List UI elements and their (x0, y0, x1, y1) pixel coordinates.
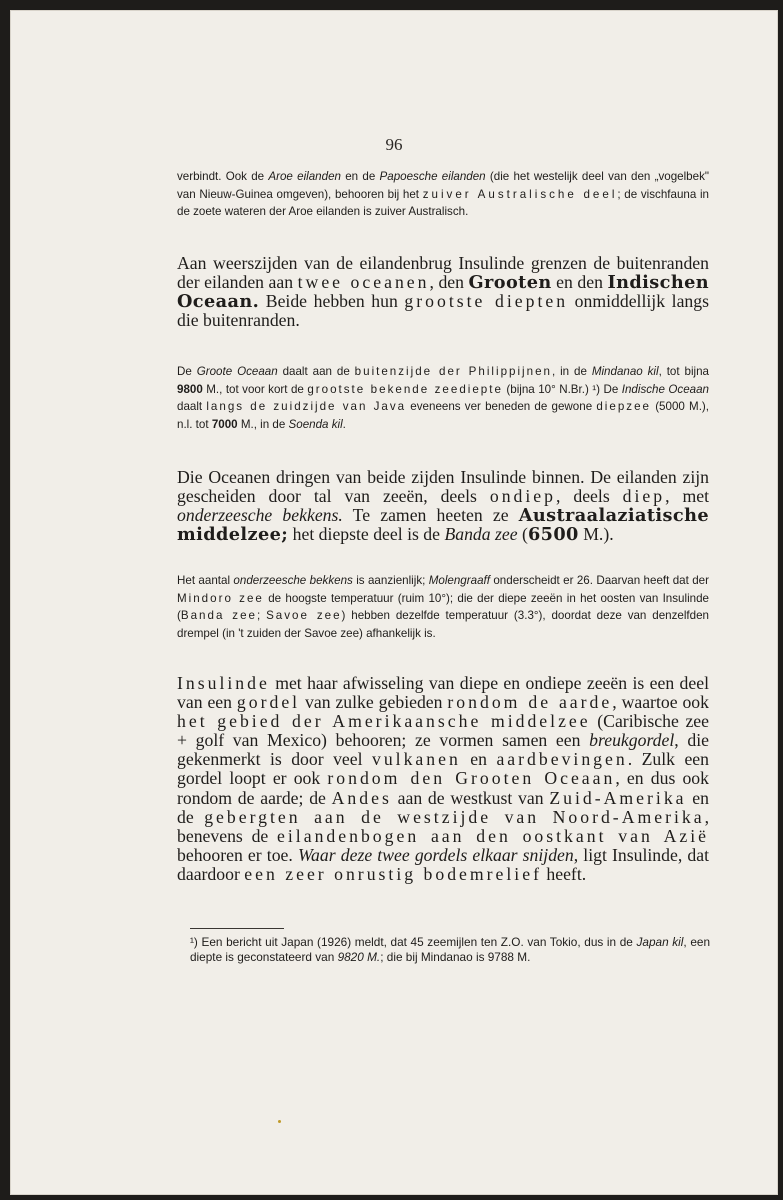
text-run: M., tot voor kort de (202, 382, 308, 396)
text-run: , den (429, 272, 469, 293)
text-run: Indische Oceaan (621, 382, 709, 396)
text-run: 6500 (527, 524, 579, 546)
text-run: M., in de (237, 418, 289, 432)
text-run: eveneens ver beneden de gewone (406, 400, 597, 414)
text-run: het gebied der Amerikaansche middelzee (177, 711, 591, 732)
text-run: aardbevingen (496, 749, 628, 770)
text-run: Andes (331, 787, 392, 808)
text-run: Banda zee (444, 524, 518, 545)
text-run: rondom den Grooten Oceaan (327, 768, 616, 789)
text-run: grootste bekende zeediepte (307, 382, 503, 396)
text-run: onderzeesche bekkens (233, 574, 353, 587)
text-run: Soenda kil (288, 418, 343, 432)
text-run: Die Oceanen dringen van beide zijden Insulinde binnen. De eilanden zijn gescheiden door tal van zeeën, deels (177, 467, 709, 507)
text-run: Mindanao kil (591, 365, 659, 378)
text-run: en (460, 749, 497, 770)
text-run: Mindoro zee (177, 591, 264, 605)
text-run: Molengraaff (428, 574, 490, 587)
text-run: Papoesche eilanden (379, 170, 486, 183)
paragraph-fracture-belt (177, 674, 709, 884)
text-run: gebergten aan de westzijde van Noord-Amerika (204, 806, 705, 827)
text-run: , een diepte is geconstateerd van (190, 935, 710, 964)
text-run: is aanzienlijk; (352, 574, 429, 587)
text-run: Te zamen heeten ze (342, 505, 519, 526)
paper-speck (278, 1120, 281, 1123)
text-run: Austraalaziatische middelzee; (177, 505, 709, 546)
text-run: Aan weerszijden van de eilandenbrug Insulinde grenzen de buitenranden der eilanden aan (177, 253, 709, 293)
text-run: (bijna 10° N.Br.) ¹) De (502, 382, 622, 396)
text-run: Japan kil (636, 935, 684, 949)
text-run: langs de zuidzijde van Java (206, 400, 407, 414)
text-run: Banda zee (180, 609, 257, 623)
text-run: het diepste deel is de (288, 524, 445, 545)
text-run: Savoe zee (266, 609, 342, 623)
text-run: onderzeesche bekkens. (177, 505, 343, 526)
text-run: behooren er toe. (177, 844, 298, 865)
text-run: eilandenbogen aan den oostkant van Azië (277, 825, 709, 846)
text-run: rondom de aarde (447, 692, 613, 713)
paragraph-basins (177, 572, 709, 643)
text-run: heeft. (541, 863, 587, 884)
text-run: . Zulk een gordel loopt er ook (177, 749, 709, 789)
text-run: daalt aan de (277, 365, 355, 378)
text-run: en de (340, 170, 380, 183)
text-run: aan de westkust van (391, 787, 550, 808)
text-run: onderscheidt er 26. Daarvan heeft dat der (489, 574, 709, 587)
text-run: ) hebben dezelfde temperatuur (3.3°), doordat deze van denzelfden drempel (in 't zuiden der Savoe zee) afhankelijk is. (177, 609, 709, 641)
text-run: ¹) Een bericht uit Japan (1926) meldt, dat 45 zeemijlen ten Z.O. van Tokio, dus in de (190, 935, 637, 949)
text-run: een zeer onrustig bodemrelief (244, 863, 542, 884)
text-run: 7000 (211, 418, 238, 432)
text-run: , deels (556, 486, 623, 507)
text-run: gordel (236, 692, 301, 713)
text-run: (die het westelijk deel van den „vogelbek" van Nieuw-Guinea omgeven), behooren bij het (177, 170, 709, 201)
text-run: diepzee (596, 400, 651, 414)
text-run: , benevens de (177, 806, 709, 846)
paragraph-two-oceans (177, 254, 709, 330)
text-run: (Caribische zee + golf van Mexico) behooren; ze vormen samen een (177, 711, 709, 751)
footnote-divider (190, 928, 284, 929)
text-run: Grooten (468, 272, 552, 294)
page-number: 96 (385, 135, 403, 154)
text-run: , en dus ook rondom de aarde; de (177, 768, 709, 808)
text-run: van zulke gebieden (300, 692, 448, 713)
text-run: Beide hebben hun (259, 291, 405, 312)
text-run: twee oceanen (297, 272, 430, 293)
text-run: Waar deze twee gordels elkaar snijden (297, 844, 574, 865)
text-run: . (342, 418, 346, 432)
text-run: ; (256, 609, 267, 623)
text-run: ; de vischfauna in de zoete wateren der Aroe eilanden is zuiver Australisch. (177, 187, 709, 219)
text-run: M.). (578, 524, 614, 545)
text-run: De (177, 365, 197, 378)
text-run: grootste diepten (404, 291, 569, 312)
text-run: vulkanen (371, 749, 461, 770)
text-run: Het aantal (177, 574, 234, 587)
text-run: de hoogste temperatuur (ruim 10°); die der diepe zeeën in het oosten van Insulinde ( (177, 591, 709, 623)
paragraph-ocean-depths (177, 363, 709, 434)
text-run: verbindt. Ook de (177, 170, 269, 183)
text-run: ( (517, 524, 528, 545)
text-run: diep (622, 486, 666, 507)
text-run: , waartoe ook (612, 692, 709, 713)
text-run: , tot bijna (658, 365, 709, 378)
text-run: zuiver Australische deel (422, 187, 618, 201)
text-run: Insulinde (177, 673, 270, 693)
book-page (10, 10, 778, 1195)
text-run: , in de (551, 365, 592, 378)
text-run: buitenzijde der Philippijnen (354, 365, 552, 378)
text-run: onmiddellijk langs die buitenranden. (177, 291, 709, 331)
paragraph-aroe-islands (177, 168, 709, 221)
text-run: , ligt Insulinde, dat daardoor (177, 844, 709, 884)
text-run: daalt (177, 400, 207, 414)
text-run: en den (551, 272, 608, 293)
text-run: en de (177, 787, 709, 827)
text-run: 9800 (177, 382, 203, 396)
text-run: 9820 M. (337, 949, 381, 964)
text-run: Zuid-Amerika (549, 787, 687, 808)
text-run: Indischen Oceaan. (177, 272, 709, 313)
text-run: met haar afwisseling van diepe en ondiepe zeeën is een deel van een (177, 673, 709, 713)
text-run: breukgordel (589, 730, 675, 751)
text-run: ; die bij Mindanao is 9788 M. (380, 949, 531, 964)
text-run: Aroe eilanden (268, 170, 341, 183)
text-run: Groote Oceaan (196, 365, 278, 378)
text-run: , die gekenmerkt is door veel (177, 730, 709, 770)
text-run: ondiep (489, 486, 556, 507)
footnote (190, 935, 710, 964)
text-run: (5000 M.), n.l. tot (177, 400, 710, 432)
text-run: , met (665, 486, 709, 507)
paragraph-oceans-enter (177, 468, 709, 544)
